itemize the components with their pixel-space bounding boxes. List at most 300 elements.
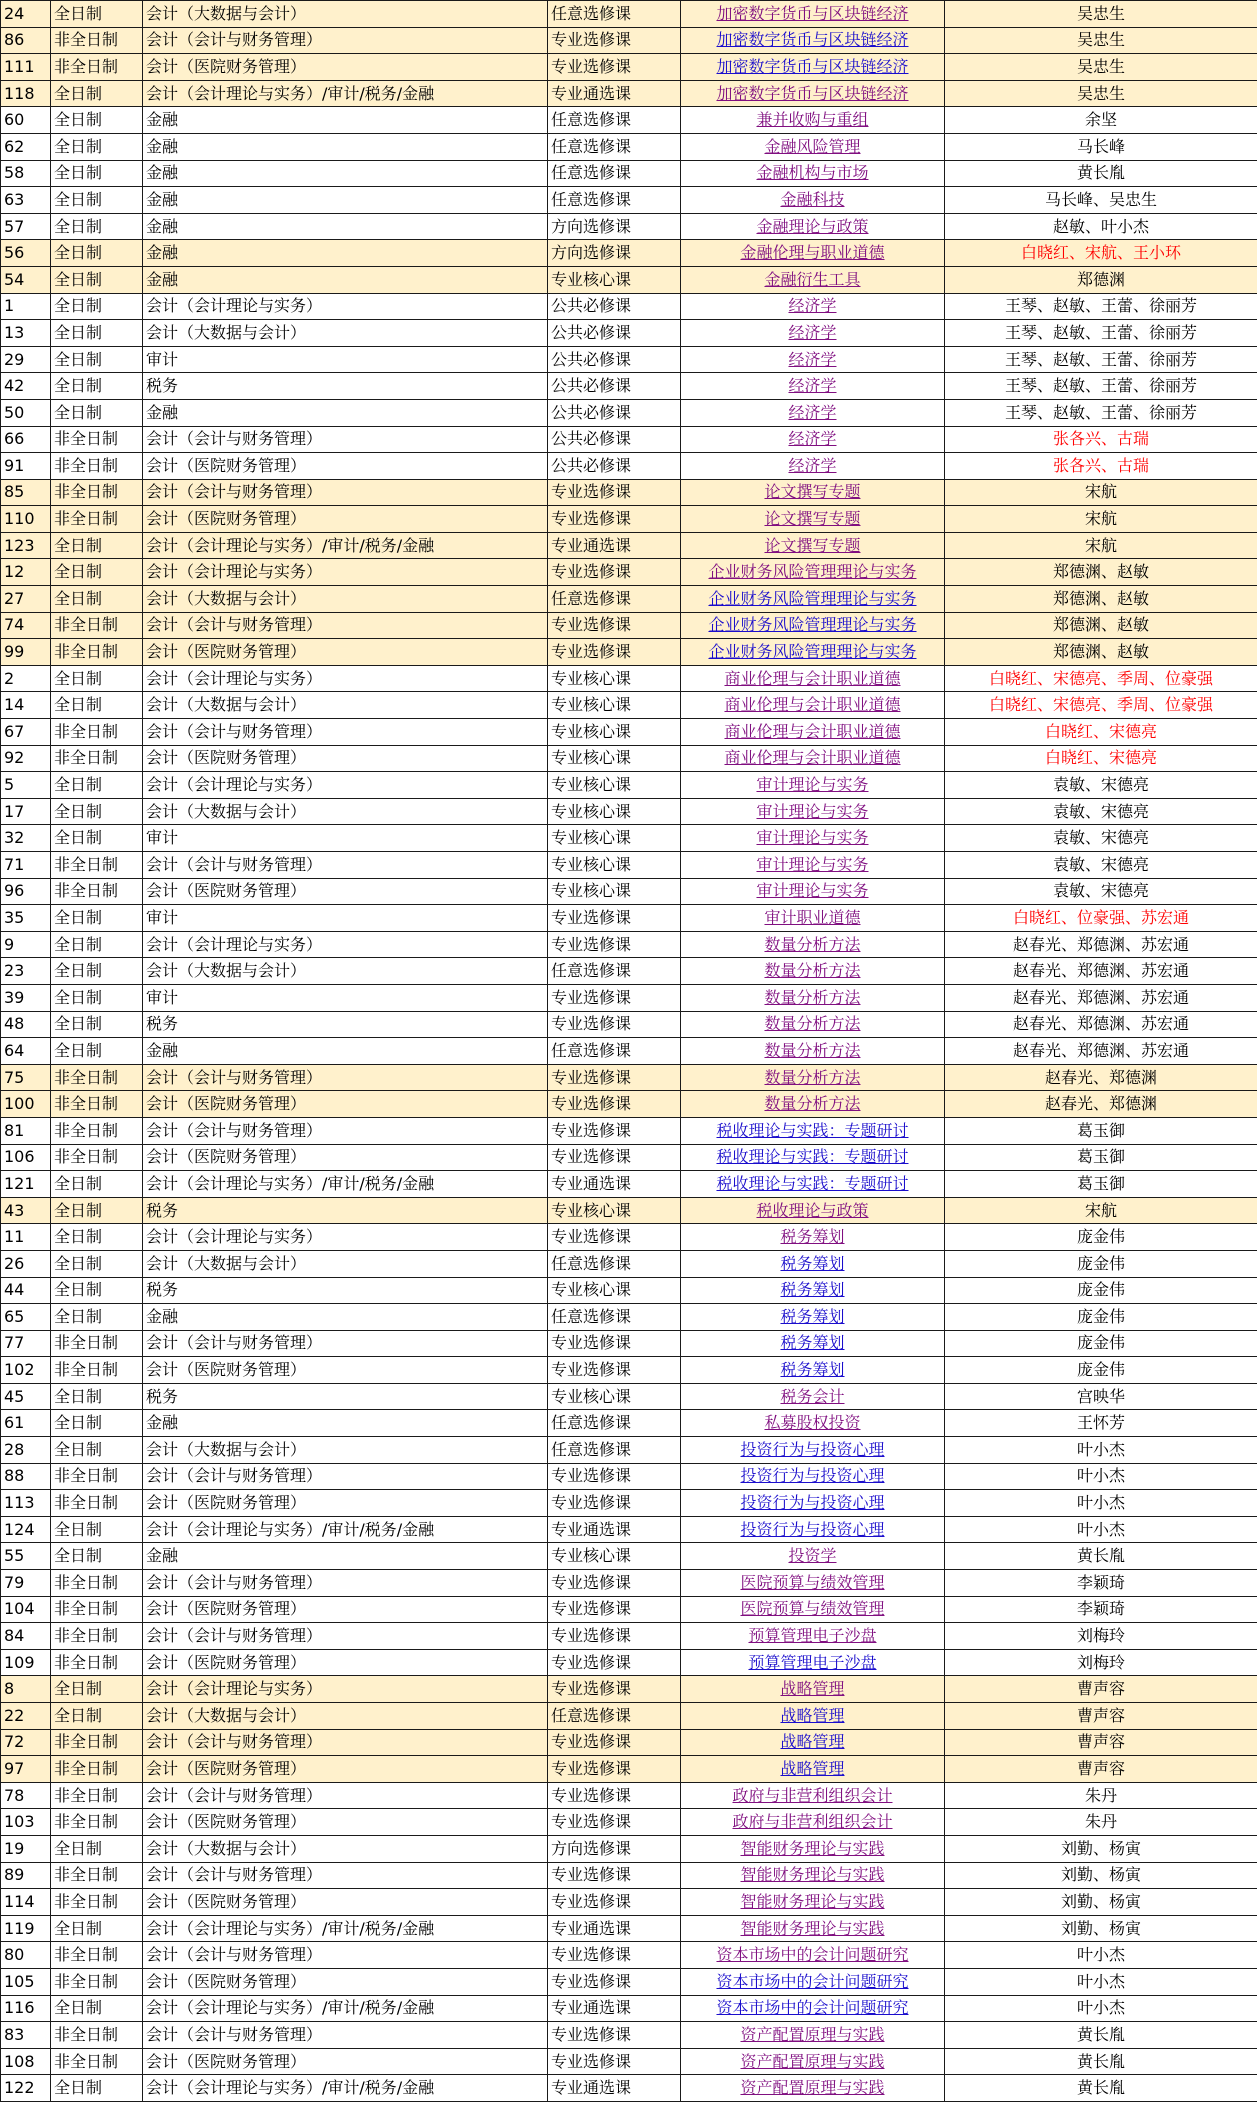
major-cell: 会计（医院财务管理） — [143, 1144, 548, 1171]
course-link[interactable]: 数量分析方法 — [681, 1011, 945, 1038]
table-body — [1, 1, 1257, 2102]
course-link[interactable]: 商业伦理与会计职业道德 — [681, 692, 945, 719]
study-mode-cell: 全日制 — [51, 1676, 143, 1703]
major-cell: 会计（会计与财务管理） — [143, 1117, 548, 1144]
table-row — [1, 293, 1257, 320]
study-mode-cell: 全日制 — [51, 586, 143, 613]
row-id-cell: 63 — [1, 187, 51, 214]
table-row — [1, 772, 1257, 799]
table-row — [1, 825, 1257, 852]
teacher-cell: 曹声容 — [945, 1756, 1257, 1783]
table-row — [1, 1304, 1257, 1331]
teacher-cell: 白晓红、宋德亮 — [945, 745, 1257, 772]
course-type-cell: 专业通选课 — [548, 1915, 681, 1942]
course-link[interactable]: 加密数字货币与区块链经济 — [681, 54, 945, 81]
course-type-cell: 公共必修课 — [548, 346, 681, 373]
major-cell: 会计（会计与财务管理） — [143, 2022, 548, 2049]
course-link[interactable]: 加密数字货币与区块链经济 — [681, 27, 945, 54]
course-type-cell: 专业选修课 — [548, 1596, 681, 1623]
major-cell: 会计（医院财务管理） — [143, 1490, 548, 1517]
major-cell: 会计（医院财务管理） — [143, 2048, 548, 2075]
table-row — [1, 852, 1257, 879]
major-cell: 会计（会计与财务管理） — [143, 1463, 548, 1490]
major-cell: 会计（会计理论与实务）/审计/税务/金融 — [143, 532, 548, 559]
study-mode-cell: 全日制 — [51, 1410, 143, 1437]
course-type-cell: 公共必修课 — [548, 373, 681, 400]
study-mode-cell: 全日制 — [51, 772, 143, 799]
course-link[interactable]: 政府与非营利组织会计 — [681, 1782, 945, 1809]
study-mode-cell: 非全日制 — [51, 1889, 143, 1916]
course-type-cell: 专业选修课 — [548, 905, 681, 932]
major-cell: 会计（会计理论与实务）/审计/税务/金融 — [143, 1516, 548, 1543]
table-row — [1, 1729, 1257, 1756]
row-id-cell: 83 — [1, 2022, 51, 2049]
course-link[interactable]: 智能财务理论与实践 — [681, 1835, 945, 1862]
table-row — [1, 692, 1257, 719]
course-link[interactable]: 经济学 — [681, 293, 945, 320]
course-link[interactable]: 医院预算与绩效管理 — [681, 1596, 945, 1623]
row-id-cell: 71 — [1, 852, 51, 879]
teacher-cell: 马长峰 — [945, 133, 1257, 160]
study-mode-cell: 非全日制 — [51, 1357, 143, 1384]
row-id-cell: 105 — [1, 1968, 51, 1995]
table-row — [1, 798, 1257, 825]
row-id-cell: 84 — [1, 1623, 51, 1650]
row-id-cell: 26 — [1, 1250, 51, 1277]
teacher-cell: 吴忠生 — [945, 1, 1257, 28]
table-row — [1, 1091, 1257, 1118]
table-row — [1, 1835, 1257, 1862]
major-cell: 会计（医院财务管理） — [143, 1596, 548, 1623]
course-type-cell: 专业选修课 — [548, 1889, 681, 1916]
study-mode-cell: 非全日制 — [51, 1968, 143, 1995]
course-link[interactable]: 资产配置原理与实践 — [681, 2048, 945, 2075]
major-cell: 税务 — [143, 1011, 548, 1038]
course-link[interactable]: 审计理论与实务 — [681, 878, 945, 905]
row-id-cell: 45 — [1, 1383, 51, 1410]
major-cell: 会计（医院财务管理） — [143, 453, 548, 480]
row-id-cell: 23 — [1, 958, 51, 985]
row-id-cell: 92 — [1, 745, 51, 772]
course-link[interactable]: 企业财务风险管理理论与实务 — [681, 586, 945, 613]
table-row — [1, 346, 1257, 373]
course-type-cell: 专业核心课 — [548, 1197, 681, 1224]
course-type-cell: 专业选修课 — [548, 639, 681, 666]
course-link[interactable]: 审计理论与实务 — [681, 798, 945, 825]
course-link[interactable]: 商业伦理与会计职业道德 — [681, 665, 945, 692]
teacher-cell: 袁敏、宋德亮 — [945, 852, 1257, 879]
row-id-cell: 109 — [1, 1649, 51, 1676]
row-id-cell: 104 — [1, 1596, 51, 1623]
course-link[interactable]: 数量分析方法 — [681, 958, 945, 985]
teacher-cell: 郑德渊、赵敏 — [945, 586, 1257, 613]
study-mode-cell: 非全日制 — [51, 1117, 143, 1144]
row-id-cell: 113 — [1, 1490, 51, 1517]
course-type-cell: 任意选修课 — [548, 1250, 681, 1277]
course-type-cell: 专业核心课 — [548, 745, 681, 772]
teacher-cell: 赵春光、郑德渊 — [945, 1064, 1257, 1091]
row-id-cell: 13 — [1, 320, 51, 347]
teacher-cell: 白晓红、宋德亮、季周、位豪强 — [945, 692, 1257, 719]
study-mode-cell: 非全日制 — [51, 27, 143, 54]
course-link[interactable]: 政府与非营利组织会计 — [681, 1809, 945, 1836]
teacher-cell: 叶小杰 — [945, 1490, 1257, 1517]
course-link[interactable]: 战略管理 — [681, 1756, 945, 1783]
row-id-cell: 78 — [1, 1782, 51, 1809]
course-link[interactable]: 投资行为与投资心理 — [681, 1490, 945, 1517]
table-row — [1, 479, 1257, 506]
major-cell: 会计（会计理论与实务）/审计/税务/金融 — [143, 1995, 548, 2022]
row-id-cell: 122 — [1, 2075, 51, 2102]
row-id-cell: 35 — [1, 905, 51, 932]
course-link[interactable]: 投资学 — [681, 1543, 945, 1570]
course-link[interactable]: 论文撰写专题 — [681, 479, 945, 506]
major-cell: 会计（会计理论与实务） — [143, 665, 548, 692]
course-link[interactable]: 经济学 — [681, 346, 945, 373]
teacher-cell: 宋航 — [945, 479, 1257, 506]
major-cell: 金融 — [143, 187, 548, 214]
study-mode-cell: 全日制 — [51, 931, 143, 958]
course-link[interactable]: 金融衍生工具 — [681, 266, 945, 293]
table-row — [1, 958, 1257, 985]
row-id-cell: 2 — [1, 665, 51, 692]
table-row — [1, 1463, 1257, 1490]
course-link[interactable]: 税收理论与实践：专题研讨 — [681, 1144, 945, 1171]
row-id-cell: 74 — [1, 612, 51, 639]
course-type-cell: 专业核心课 — [548, 772, 681, 799]
study-mode-cell: 全日制 — [51, 293, 143, 320]
study-mode-cell: 全日制 — [51, 1703, 143, 1730]
row-id-cell: 54 — [1, 266, 51, 293]
table-row — [1, 1490, 1257, 1517]
course-link[interactable]: 资本市场中的会计问题研究 — [681, 1942, 945, 1969]
study-mode-cell: 全日制 — [51, 825, 143, 852]
course-link[interactable]: 智能财务理论与实践 — [681, 1915, 945, 1942]
table-row — [1, 1942, 1257, 1969]
course-link[interactable]: 税收理论与实践：专题研讨 — [681, 1171, 945, 1198]
course-link[interactable]: 数量分析方法 — [681, 1064, 945, 1091]
course-link[interactable]: 资产配置原理与实践 — [681, 2075, 945, 2102]
major-cell: 会计（会计与财务管理） — [143, 1729, 548, 1756]
course-link[interactable]: 兼并收购与重组 — [681, 107, 945, 134]
major-cell: 会计（会计与财务管理） — [143, 852, 548, 879]
study-mode-cell: 全日制 — [51, 187, 143, 214]
row-id-cell: 102 — [1, 1357, 51, 1384]
course-link[interactable]: 金融理论与政策 — [681, 213, 945, 240]
course-type-cell: 专业选修课 — [548, 27, 681, 54]
teacher-cell: 赵春光、郑德渊、苏宏通 — [945, 984, 1257, 1011]
course-link[interactable]: 税务筹划 — [681, 1357, 945, 1384]
study-mode-cell: 全日制 — [51, 1543, 143, 1570]
row-id-cell: 97 — [1, 1756, 51, 1783]
table-row — [1, 453, 1257, 480]
course-type-cell: 专业选修课 — [548, 1782, 681, 1809]
study-mode-cell: 全日制 — [51, 1516, 143, 1543]
course-type-cell: 专业选修课 — [548, 1809, 681, 1836]
study-mode-cell: 全日制 — [51, 798, 143, 825]
study-mode-cell: 非全日制 — [51, 453, 143, 480]
course-type-cell: 专业选修课 — [548, 1862, 681, 1889]
table-row — [1, 1889, 1257, 1916]
course-link[interactable]: 审计理论与实务 — [681, 772, 945, 799]
row-id-cell: 79 — [1, 1570, 51, 1597]
course-type-cell: 任意选修课 — [548, 958, 681, 985]
course-link[interactable]: 审计理论与实务 — [681, 825, 945, 852]
row-id-cell: 61 — [1, 1410, 51, 1437]
table-row — [1, 107, 1257, 134]
study-mode-cell: 全日制 — [51, 559, 143, 586]
course-link[interactable]: 审计职业道德 — [681, 905, 945, 932]
study-mode-cell: 非全日制 — [51, 1570, 143, 1597]
course-link[interactable]: 企业财务风险管理理论与实务 — [681, 559, 945, 586]
course-link[interactable]: 数量分析方法 — [681, 1038, 945, 1065]
study-mode-cell: 全日制 — [51, 80, 143, 107]
table-row — [1, 878, 1257, 905]
course-link[interactable]: 经济学 — [681, 453, 945, 480]
row-id-cell: 50 — [1, 399, 51, 426]
teacher-cell: 叶小杰 — [945, 1995, 1257, 2022]
table-row — [1, 373, 1257, 400]
study-mode-cell: 全日制 — [51, 1224, 143, 1251]
teacher-cell: 庞金伟 — [945, 1277, 1257, 1304]
major-cell: 会计（会计与财务管理） — [143, 1064, 548, 1091]
course-link[interactable]: 经济学 — [681, 399, 945, 426]
study-mode-cell: 非全日制 — [51, 506, 143, 533]
course-link[interactable]: 企业财务风险管理理论与实务 — [681, 639, 945, 666]
row-id-cell: 5 — [1, 772, 51, 799]
course-link[interactable]: 战略管理 — [681, 1676, 945, 1703]
course-type-cell: 专业选修课 — [548, 2022, 681, 2049]
study-mode-cell: 非全日制 — [51, 719, 143, 746]
course-link[interactable]: 智能财务理论与实践 — [681, 1862, 945, 1889]
table-row — [1, 1649, 1257, 1676]
teacher-cell: 刘梅玲 — [945, 1623, 1257, 1650]
course-link[interactable]: 税务筹划 — [681, 1250, 945, 1277]
table-row — [1, 1117, 1257, 1144]
course-link[interactable]: 战略管理 — [681, 1729, 945, 1756]
course-link[interactable]: 金融科技 — [681, 187, 945, 214]
course-link[interactable]: 税务筹划 — [681, 1277, 945, 1304]
row-id-cell: 119 — [1, 1915, 51, 1942]
table-row — [1, 1915, 1257, 1942]
course-link[interactable]: 资产配置原理与实践 — [681, 2022, 945, 2049]
teacher-cell: 黄长胤 — [945, 2048, 1257, 2075]
course-type-cell: 公共必修课 — [548, 453, 681, 480]
table-row — [1, 1277, 1257, 1304]
row-id-cell: 48 — [1, 1011, 51, 1038]
study-mode-cell: 全日制 — [51, 107, 143, 134]
study-mode-cell: 全日制 — [51, 1038, 143, 1065]
study-mode-cell: 非全日制 — [51, 2022, 143, 2049]
row-id-cell: 65 — [1, 1304, 51, 1331]
course-type-cell: 专业选修课 — [548, 984, 681, 1011]
study-mode-cell: 非全日制 — [51, 1782, 143, 1809]
major-cell: 金融 — [143, 399, 548, 426]
course-link[interactable]: 资本市场中的会计问题研究 — [681, 1968, 945, 1995]
teacher-cell: 吴忠生 — [945, 54, 1257, 81]
row-id-cell: 116 — [1, 1995, 51, 2022]
study-mode-cell: 非全日制 — [51, 1862, 143, 1889]
course-type-cell: 任意选修课 — [548, 586, 681, 613]
row-id-cell: 81 — [1, 1117, 51, 1144]
course-type-cell: 专业核心课 — [548, 1543, 681, 1570]
course-link[interactable]: 税收理论与实践：专题研讨 — [681, 1117, 945, 1144]
row-id-cell: 100 — [1, 1091, 51, 1118]
major-cell: 会计（会计理论与实务）/审计/税务/金融 — [143, 80, 548, 107]
major-cell: 会计（会计与财务管理） — [143, 479, 548, 506]
course-link[interactable]: 投资行为与投资心理 — [681, 1463, 945, 1490]
course-type-cell: 专业核心课 — [548, 665, 681, 692]
table-row — [1, 1756, 1257, 1783]
teacher-cell: 马长峰、吴忠生 — [945, 187, 1257, 214]
course-link[interactable]: 预算管理电子沙盘 — [681, 1649, 945, 1676]
course-type-cell: 专业通选课 — [548, 1171, 681, 1198]
course-link[interactable]: 金融伦理与职业道德 — [681, 240, 945, 267]
major-cell: 会计（会计理论与实务） — [143, 559, 548, 586]
course-link[interactable]: 企业财务风险管理理论与实务 — [681, 612, 945, 639]
table-row — [1, 54, 1257, 81]
row-id-cell: 43 — [1, 1197, 51, 1224]
major-cell: 会计（医院财务管理） — [143, 1357, 548, 1384]
study-mode-cell: 全日制 — [51, 373, 143, 400]
table-row — [1, 2022, 1257, 2049]
course-type-cell: 专业选修课 — [548, 479, 681, 506]
teacher-cell: 宫映华 — [945, 1383, 1257, 1410]
table-row — [1, 1543, 1257, 1570]
course-link[interactable]: 战略管理 — [681, 1703, 945, 1730]
course-type-cell: 方向选修课 — [548, 213, 681, 240]
course-link[interactable]: 税收理论与政策 — [681, 1197, 945, 1224]
study-mode-cell: 全日制 — [51, 213, 143, 240]
teacher-cell: 宋航 — [945, 1197, 1257, 1224]
table-row — [1, 1437, 1257, 1464]
table-row — [1, 612, 1257, 639]
study-mode-cell: 全日制 — [51, 532, 143, 559]
study-mode-cell: 全日制 — [51, 692, 143, 719]
course-link[interactable]: 加密数字货币与区块链经济 — [681, 1, 945, 28]
course-link[interactable]: 经济学 — [681, 373, 945, 400]
course-type-cell: 专业选修课 — [548, 1011, 681, 1038]
course-type-cell: 方向选修课 — [548, 240, 681, 267]
table-row — [1, 1144, 1257, 1171]
teacher-cell: 黄长胤 — [945, 160, 1257, 187]
course-link[interactable]: 数量分析方法 — [681, 1091, 945, 1118]
course-link[interactable]: 资本市场中的会计问题研究 — [681, 1995, 945, 2022]
teacher-cell: 郑德渊、赵敏 — [945, 639, 1257, 666]
row-id-cell: 111 — [1, 54, 51, 81]
teacher-cell: 白晓红、位豪强、苏宏通 — [945, 905, 1257, 932]
course-link[interactable]: 金融风险管理 — [681, 133, 945, 160]
study-mode-cell: 非全日制 — [51, 745, 143, 772]
study-mode-cell: 全日制 — [51, 1197, 143, 1224]
course-link[interactable]: 审计理论与实务 — [681, 852, 945, 879]
table-row — [1, 1809, 1257, 1836]
course-type-cell: 专业选修课 — [548, 1117, 681, 1144]
course-link[interactable]: 数量分析方法 — [681, 984, 945, 1011]
course-type-cell: 任意选修课 — [548, 1304, 681, 1331]
teacher-cell: 赵春光、郑德渊、苏宏通 — [945, 958, 1257, 985]
table-row — [1, 1596, 1257, 1623]
major-cell: 会计（会计理论与实务）/审计/税务/金融 — [143, 2075, 548, 2102]
major-cell: 会计（会计理论与实务）/审计/税务/金融 — [143, 1915, 548, 1942]
table-row — [1, 559, 1257, 586]
major-cell: 会计（医院财务管理） — [143, 54, 548, 81]
course-link[interactable]: 预算管理电子沙盘 — [681, 1623, 945, 1650]
course-link[interactable]: 税务筹划 — [681, 1224, 945, 1251]
course-link[interactable]: 加密数字货币与区块链经济 — [681, 80, 945, 107]
course-link[interactable]: 论文撰写专题 — [681, 506, 945, 533]
study-mode-cell: 非全日制 — [51, 1942, 143, 1969]
major-cell: 会计（医院财务管理） — [143, 1756, 548, 1783]
major-cell: 会计（会计理论与实务） — [143, 931, 548, 958]
course-link[interactable]: 投资行为与投资心理 — [681, 1437, 945, 1464]
major-cell: 会计（会计理论与实务） — [143, 1676, 548, 1703]
study-mode-cell: 非全日制 — [51, 479, 143, 506]
course-type-cell: 专业核心课 — [548, 692, 681, 719]
course-link[interactable]: 数量分析方法 — [681, 931, 945, 958]
table-row — [1, 1197, 1257, 1224]
course-type-cell: 专业选修课 — [548, 1064, 681, 1091]
course-type-cell: 专业选修课 — [548, 1570, 681, 1597]
major-cell: 会计（大数据与会计） — [143, 586, 548, 613]
study-mode-cell: 全日制 — [51, 1011, 143, 1038]
course-type-cell: 专业选修课 — [548, 1490, 681, 1517]
study-mode-cell: 非全日制 — [51, 852, 143, 879]
row-id-cell: 118 — [1, 80, 51, 107]
course-link[interactable]: 金融机构与市场 — [681, 160, 945, 187]
row-id-cell: 19 — [1, 1835, 51, 1862]
major-cell: 金融 — [143, 1410, 548, 1437]
teacher-cell: 吴忠生 — [945, 80, 1257, 107]
table-row — [1, 1, 1257, 28]
teacher-cell: 余坚 — [945, 107, 1257, 134]
study-mode-cell: 全日制 — [51, 1437, 143, 1464]
major-cell: 会计（会计与财务管理） — [143, 426, 548, 453]
course-link[interactable]: 商业伦理与会计职业道德 — [681, 745, 945, 772]
table-row — [1, 426, 1257, 453]
course-link[interactable]: 智能财务理论与实践 — [681, 1889, 945, 1916]
course-type-cell: 专业核心课 — [548, 719, 681, 746]
teacher-cell: 王琴、赵敏、王蕾、徐丽芳 — [945, 346, 1257, 373]
course-type-cell: 专业选修课 — [548, 1756, 681, 1783]
course-link[interactable]: 医院预算与绩效管理 — [681, 1570, 945, 1597]
major-cell: 会计（会计与财务管理） — [143, 719, 548, 746]
course-link[interactable]: 税务筹划 — [681, 1304, 945, 1331]
study-mode-cell: 非全日制 — [51, 612, 143, 639]
table-row — [1, 1703, 1257, 1730]
course-link[interactable]: 经济学 — [681, 426, 945, 453]
course-link[interactable]: 税务筹划 — [681, 1330, 945, 1357]
table-row — [1, 1038, 1257, 1065]
teacher-cell: 宋航 — [945, 506, 1257, 533]
major-cell: 会计（医院财务管理） — [143, 639, 548, 666]
course-link[interactable]: 经济学 — [681, 320, 945, 347]
study-mode-cell: 全日制 — [51, 1304, 143, 1331]
major-cell: 会计（大数据与会计） — [143, 1437, 548, 1464]
course-link[interactable]: 商业伦理与会计职业道德 — [681, 719, 945, 746]
row-id-cell: 11 — [1, 1224, 51, 1251]
study-mode-cell: 全日制 — [51, 1995, 143, 2022]
study-mode-cell: 全日制 — [51, 399, 143, 426]
teacher-cell: 吴忠生 — [945, 27, 1257, 54]
course-link[interactable]: 投资行为与投资心理 — [681, 1516, 945, 1543]
course-link[interactable]: 私募股权投资 — [681, 1410, 945, 1437]
course-link[interactable]: 论文撰写专题 — [681, 532, 945, 559]
table-row — [1, 399, 1257, 426]
course-link[interactable]: 税务会计 — [681, 1383, 945, 1410]
row-id-cell: 124 — [1, 1516, 51, 1543]
course-type-cell: 任意选修课 — [548, 1038, 681, 1065]
